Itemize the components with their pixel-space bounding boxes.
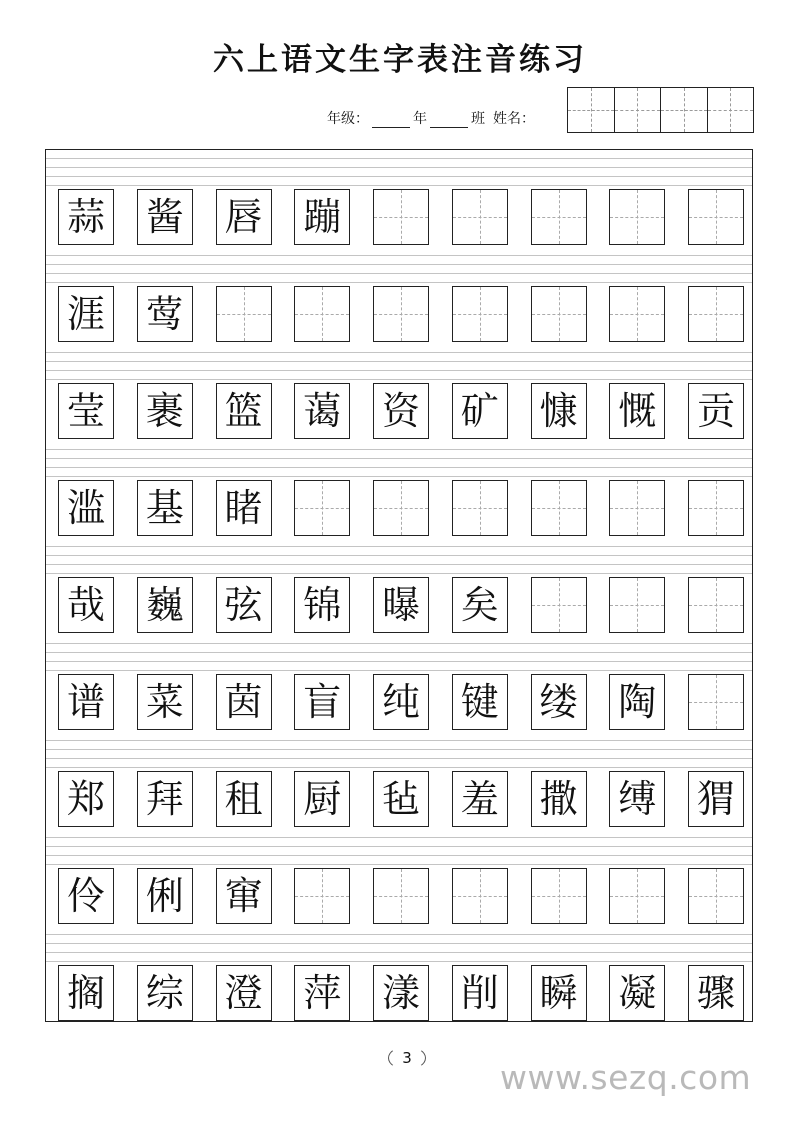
character: 蹦 (303, 195, 342, 239)
page-number: 3 (402, 1049, 412, 1067)
page-title: 六上语文生字表注音练习 (213, 42, 587, 78)
character-cell (688, 383, 744, 439)
name-box[interactable] (568, 88, 614, 132)
pinyin-lines[interactable] (46, 635, 752, 673)
empty-practice-cell[interactable] (294, 868, 350, 924)
empty-practice-cell[interactable] (609, 286, 665, 342)
pinyin-lines[interactable] (46, 150, 752, 188)
character-cell (452, 577, 508, 633)
empty-practice-cell[interactable] (609, 577, 665, 633)
practice-row (46, 150, 752, 247)
character: 唇 (224, 195, 263, 239)
character-cell (137, 383, 193, 439)
character-cell (294, 674, 350, 730)
character: 削 (460, 971, 499, 1015)
character-cell (452, 771, 508, 827)
practice-row (46, 441, 752, 538)
empty-practice-cell[interactable] (452, 868, 508, 924)
character-cell (294, 577, 350, 633)
year-label: 年 (413, 111, 427, 127)
page-number-badge (388, 1046, 426, 1070)
character-cell (609, 674, 665, 730)
character-cell (294, 189, 350, 245)
character: 陶 (618, 680, 657, 724)
character-cell (216, 868, 272, 924)
character-cell (531, 965, 587, 1021)
empty-practice-cell[interactable] (373, 189, 429, 245)
empty-practice-cell[interactable] (531, 189, 587, 245)
character-cell (137, 674, 193, 730)
character: 猬 (696, 777, 735, 821)
character: 莹 (66, 389, 105, 433)
character: 巍 (145, 583, 184, 627)
character: 资 (381, 389, 420, 433)
character: 贡 (696, 389, 735, 433)
character-cell (531, 383, 587, 439)
character-cell (58, 771, 114, 827)
empty-practice-cell[interactable] (688, 577, 744, 633)
practice-row (46, 635, 752, 732)
character: 矿 (460, 389, 499, 433)
character: 骤 (696, 971, 735, 1015)
character: 萍 (303, 971, 342, 1015)
character-cell (531, 771, 587, 827)
character: 伶 (66, 874, 105, 918)
grade-label: 年级： (327, 111, 369, 127)
character-cell (137, 868, 193, 924)
character: 键 (460, 680, 499, 724)
character: 慷 (539, 389, 578, 433)
character: 弦 (224, 583, 263, 627)
empty-practice-cell[interactable] (688, 868, 744, 924)
character-cell (58, 383, 114, 439)
character-cell (531, 674, 587, 730)
character-cell (137, 965, 193, 1021)
empty-practice-cell[interactable] (531, 480, 587, 536)
character-cell (216, 965, 272, 1021)
character-cell (609, 965, 665, 1021)
character: 窜 (224, 874, 263, 918)
student-info (327, 108, 535, 128)
empty-practice-cell[interactable] (294, 480, 350, 536)
character: 锦 (303, 583, 342, 627)
pinyin-lines[interactable] (46, 344, 752, 382)
practice-sheet (45, 149, 753, 1022)
character: 综 (145, 971, 184, 1015)
character: 搁 (66, 971, 105, 1015)
character-cell (137, 286, 193, 342)
character: 郑 (66, 777, 105, 821)
character: 蔼 (303, 389, 342, 433)
empty-practice-cell[interactable] (688, 189, 744, 245)
pinyin-lines[interactable] (46, 441, 752, 479)
name-box[interactable] (707, 88, 754, 132)
name-boxes[interactable] (567, 87, 754, 133)
character-cell (216, 771, 272, 827)
character-cell (58, 577, 114, 633)
empty-practice-cell[interactable] (452, 480, 508, 536)
character-cell (294, 383, 350, 439)
character: 曝 (381, 583, 420, 627)
character: 矣 (460, 583, 499, 627)
character-cell (58, 965, 114, 1021)
character-cell (58, 286, 114, 342)
character: 慨 (618, 389, 657, 433)
pinyin-lines[interactable] (46, 247, 752, 285)
empty-practice-cell[interactable] (216, 286, 272, 342)
empty-practice-cell[interactable] (531, 577, 587, 633)
empty-practice-cell[interactable] (609, 189, 665, 245)
character-cell (137, 480, 193, 536)
grade-blank[interactable] (372, 115, 410, 128)
character: 哉 (66, 583, 105, 627)
character-cell (373, 771, 429, 827)
practice-row (46, 732, 752, 829)
character-cell (58, 674, 114, 730)
character: 瞬 (539, 971, 578, 1015)
character-cell (137, 189, 193, 245)
practice-row (46, 344, 752, 441)
empty-practice-cell[interactable] (688, 480, 744, 536)
empty-practice-cell[interactable] (294, 286, 350, 342)
character: 纯 (381, 680, 420, 724)
character-cell (373, 965, 429, 1021)
character: 酱 (145, 195, 184, 239)
empty-practice-cell[interactable] (373, 480, 429, 536)
character-cell (294, 771, 350, 827)
character: 租 (224, 777, 263, 821)
watermark: www.sezq.com (500, 1058, 752, 1097)
empty-practice-cell[interactable] (688, 286, 744, 342)
practice-row (46, 247, 752, 344)
character-cell (137, 771, 193, 827)
character: 基 (145, 486, 184, 530)
character-cell (216, 189, 272, 245)
character: 茵 (224, 680, 263, 724)
character-cell (216, 480, 272, 536)
empty-practice-cell[interactable] (452, 189, 508, 245)
name-box[interactable] (660, 88, 707, 132)
character-cell (216, 577, 272, 633)
character-cell (58, 480, 114, 536)
character-cell (452, 383, 508, 439)
character: 滥 (66, 486, 105, 530)
character: 谱 (66, 680, 105, 724)
class-label: 班 (471, 111, 485, 127)
character-cell (688, 965, 744, 1021)
practice-row (46, 829, 752, 926)
character: 涯 (66, 292, 105, 336)
empty-practice-cell[interactable] (531, 868, 587, 924)
name-label: 姓名： (493, 111, 535, 127)
character: 睹 (224, 486, 263, 530)
character: 莺 (145, 292, 184, 336)
character: 缕 (539, 680, 578, 724)
character: 拜 (145, 777, 184, 821)
empty-practice-cell[interactable] (531, 286, 587, 342)
character-cell (58, 868, 114, 924)
character-cell (688, 771, 744, 827)
character: 裹 (145, 389, 184, 433)
character-cell (216, 674, 272, 730)
empty-practice-cell[interactable] (609, 480, 665, 536)
character: 篮 (224, 389, 263, 433)
empty-practice-cell[interactable] (452, 286, 508, 342)
character-cell (373, 674, 429, 730)
character: 厨 (303, 777, 342, 821)
character: 盲 (303, 680, 342, 724)
name-box[interactable] (614, 88, 661, 132)
character-cell (609, 383, 665, 439)
pinyin-lines[interactable] (46, 926, 752, 964)
character-cell (452, 965, 508, 1021)
empty-practice-cell[interactable] (373, 868, 429, 924)
class-blank[interactable] (430, 115, 468, 128)
pinyin-lines[interactable] (46, 538, 752, 576)
character: 澄 (224, 971, 263, 1015)
character-cell (294, 965, 350, 1021)
character-cell (137, 577, 193, 633)
character-cell (216, 383, 272, 439)
empty-practice-cell[interactable] (373, 286, 429, 342)
character: 漾 (381, 971, 420, 1015)
character-cell (58, 189, 114, 245)
practice-row (46, 926, 752, 1023)
character: 菜 (145, 680, 184, 724)
character-cell (452, 674, 508, 730)
character-cell (373, 383, 429, 439)
character: 缚 (618, 777, 657, 821)
pinyin-lines[interactable] (46, 732, 752, 770)
practice-row (46, 538, 752, 635)
empty-practice-cell[interactable] (609, 868, 665, 924)
character: 羞 (460, 777, 499, 821)
empty-practice-cell[interactable] (688, 674, 744, 730)
character: 毡 (381, 777, 420, 821)
pinyin-lines[interactable] (46, 829, 752, 867)
character-cell (373, 577, 429, 633)
character-cell (609, 771, 665, 827)
character: 撒 (539, 777, 578, 821)
character: 凝 (618, 971, 657, 1015)
character: 俐 (145, 874, 184, 918)
character: 蒜 (66, 195, 105, 239)
